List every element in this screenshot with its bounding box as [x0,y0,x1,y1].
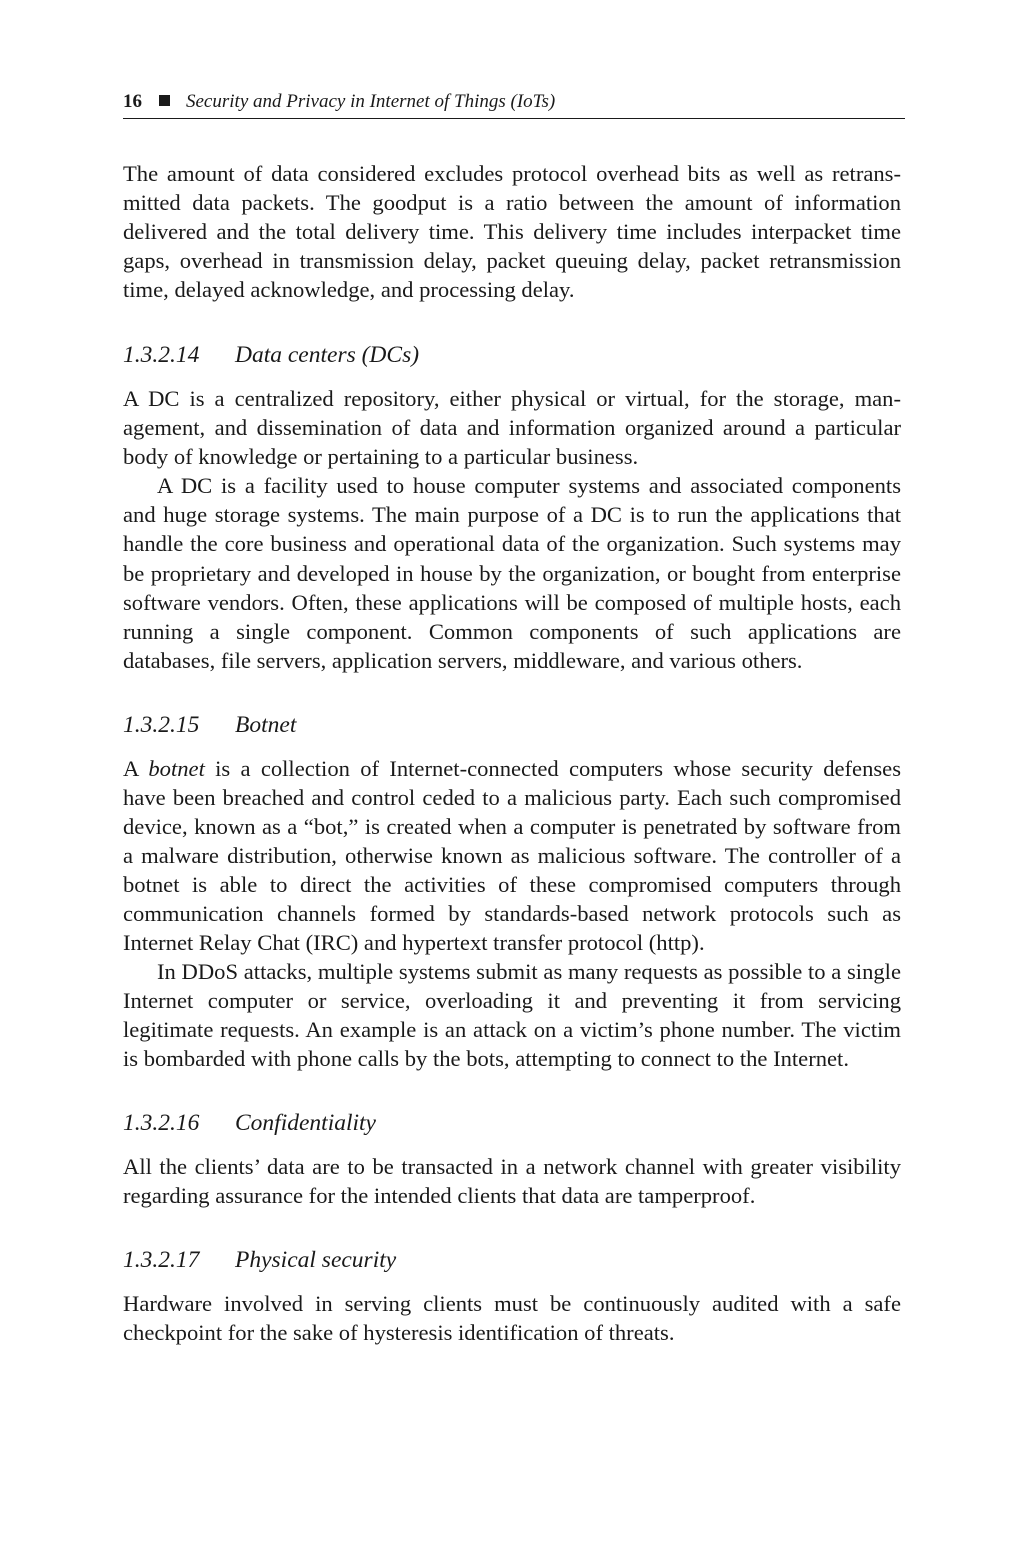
botnet-paragraph-text: is a collection of Internet-connected computers whose security defenses have been breached and control ceded to a malicious party. Each such compromised device, known as a “bot,” is created when a computer is penetrated by software from a malware distribution, otherwise known as malicious software. The controller of a botnet is able to direct the activities of these compromised computers through communication channels formed by standards-based network protocols such as Internet Relay Chat (IRC) and hypertext transfer protocol (http). [123,755,902,955]
section-number: 1.3.2.14 [123,342,200,369]
section-heading-confidentiality [123,1108,901,1138]
section-heading-data-centers [123,340,901,370]
botnet-paragraph-2: In DDoS attacks, multiple systems submit as many requests as possible to a single Internet computer or service, overloading it and preventing it from servicing legitimate requests. An example is an attack on a victim’s phone number. The victim is bombarded with phone calls by the bots, attempting to connect to the Internet. [123,959,901,1072]
botnet-paragraph-prefix: A [123,755,149,781]
botnet-paragraph-1 [123,754,901,957]
data-centers-paragraph-1: A DC is a centralized repository, either physical or virtual, for the storage, management, and dissemination of data and information organized around a particular body of knowledge or pertaining to a particular business. [123,386,901,470]
section-title: Botnet [235,711,297,738]
section-title: Data centers (DCs) [235,342,420,369]
section-number: 1.3.2.17 [123,1247,200,1274]
section-heading-physical-security [123,1245,901,1275]
section-number: 1.3.2.15 [123,711,200,738]
section-title: Confidentiality [235,1110,376,1137]
square-bullet-icon [159,95,170,106]
data-centers-paragraph-2: A DC is a facility used to house computer systems and associated components and huge storage systems. The main purpose of a DC is to run the applications that handle the core business and operational data of the organization. Such systems may be proprietary and developed in house by the organization, or bought from enterprise software vendors. Often, these applications will be composed of multiple hosts, each running a single component. Common components of such applications are databases, file servers, application servers, middleware, and various others. [123,473,901,673]
page-number: 16 [123,91,142,112]
running-head [123,88,905,119]
section-number: 1.3.2.16 [123,1110,200,1137]
page-body [123,159,901,1347]
book-title: Security and Privacy in Internet of Things (IoTs) [186,91,556,112]
intro-paragraph: The amount of data considered excludes protocol overhead bits as well as retransmitted data packets. The goodput is a ratio between the amount of information delivered and the total delivery time. This delivery time includes interpacket time gaps, overhead in transmission delay, packet queuing delay, packet retransmission time, delayed acknowledge, and processing delay. [123,161,901,303]
section-heading-botnet [123,710,901,740]
section-title: Physical security [235,1247,397,1274]
botnet-term: botnet [148,755,205,781]
physical-security-paragraph: Hardware involved in serving clients must be continuously audited with a safe checkpoint for the sake of hysteresis identification of threats. [123,1291,901,1346]
confidentiality-paragraph: All the clients’ data are to be transacted in a network channel with greater visibility regarding assurance for the intended clients that data are tamperproof. [123,1154,901,1209]
